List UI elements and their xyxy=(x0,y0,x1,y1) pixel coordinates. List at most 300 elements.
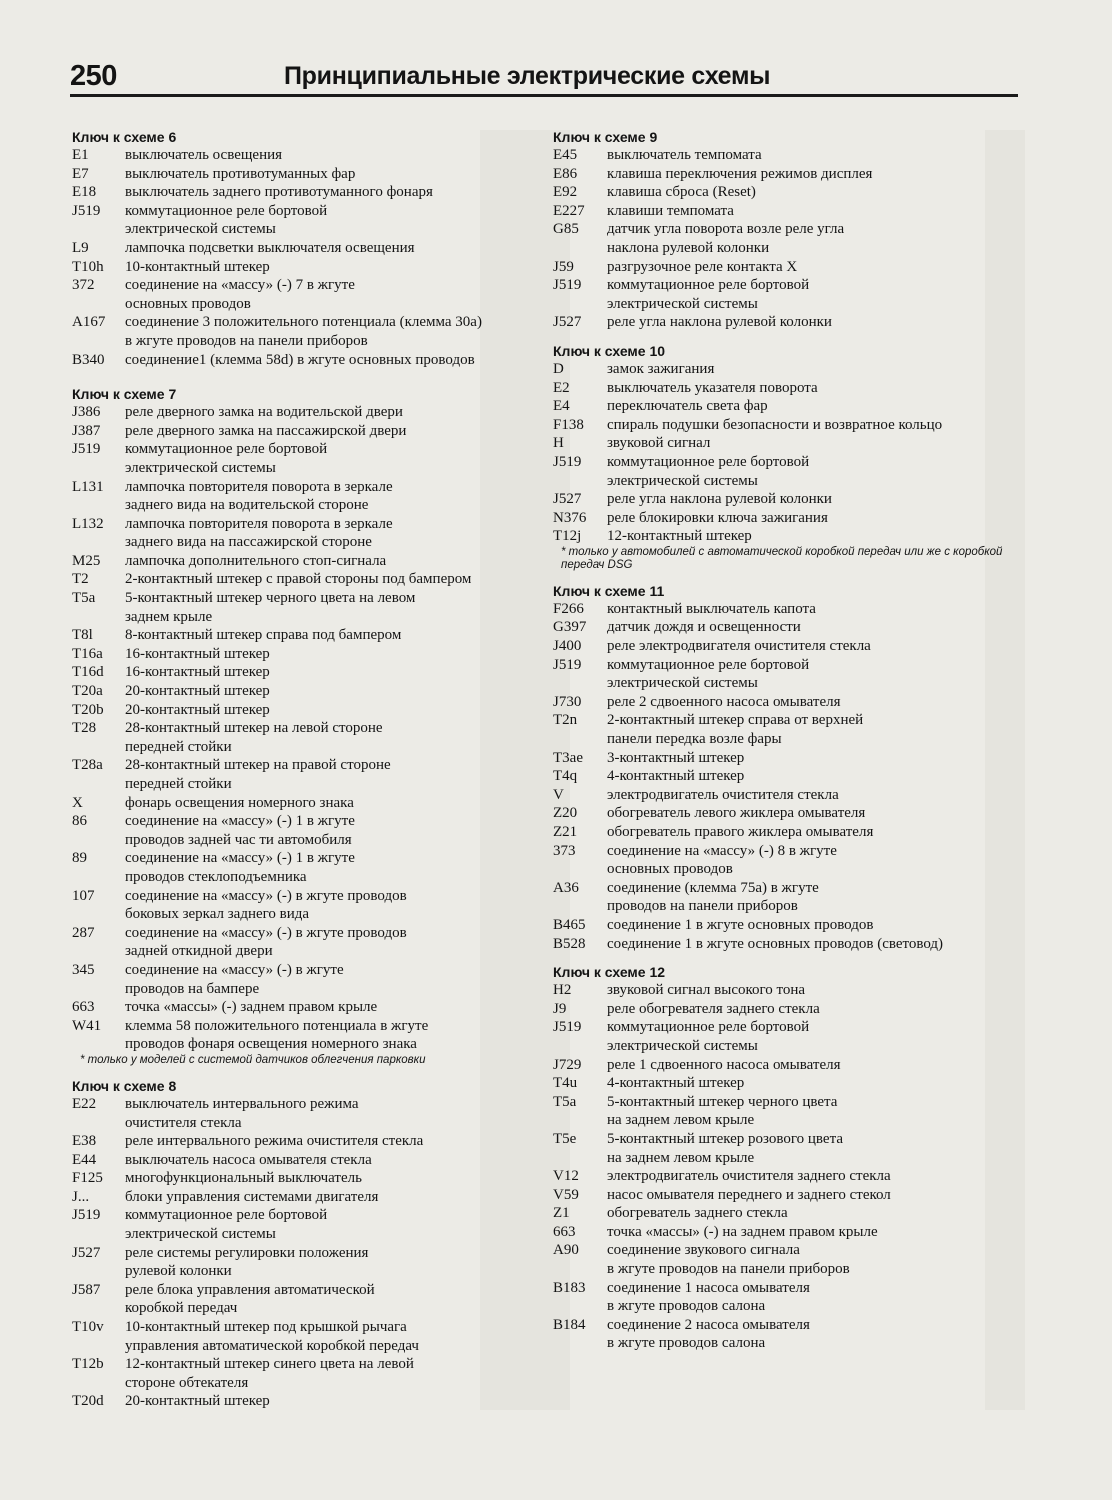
description-line: электрической системы xyxy=(607,675,758,692)
description-line: многофункциональный выключатель xyxy=(125,1170,362,1187)
entry-description xyxy=(125,422,542,441)
description-line: выключатель противотуманных фар xyxy=(125,165,356,182)
entry-code: B184 xyxy=(553,1316,586,1333)
entry-description xyxy=(607,258,1023,277)
entry-description xyxy=(125,924,542,961)
description-line: реле дверного замка на пассажирской двери xyxy=(125,422,407,439)
key-entry xyxy=(553,183,1023,202)
entry-description xyxy=(125,440,542,477)
entry-description xyxy=(125,570,542,589)
entry-code: E45 xyxy=(553,147,578,163)
entry-code: T5a xyxy=(553,1093,577,1110)
description-line: соединение 1 в жгуте основных проводов xyxy=(607,916,874,933)
description-line: коммутационное реле бортовой xyxy=(607,453,810,470)
description-line: рулевой колонки xyxy=(125,1263,232,1280)
key-entry xyxy=(553,804,1023,823)
entry-code: V12 xyxy=(553,1168,579,1185)
description-line: 5-контактный штекер черного цвета xyxy=(607,1093,838,1110)
entry-code: E38 xyxy=(72,1133,97,1150)
description-line: замок зажигания xyxy=(607,360,715,377)
key-entry xyxy=(72,924,542,961)
entry-code: G397 xyxy=(553,619,587,636)
entry-code: J729 xyxy=(553,1056,582,1073)
entry-code: T28a xyxy=(72,757,103,774)
key-entry xyxy=(553,1018,1023,1055)
entry-code: J527 xyxy=(553,491,582,508)
entry-description xyxy=(607,749,1023,768)
description-line: клавиши темпомата xyxy=(607,202,734,219)
entry-code: H2 xyxy=(553,982,572,999)
entry-description xyxy=(125,1281,542,1318)
entry-description xyxy=(607,804,1023,823)
key-entry xyxy=(72,756,542,793)
key-entry xyxy=(72,812,542,849)
entry-code: N376 xyxy=(553,509,587,526)
description-line: выключатель указателя поворота xyxy=(607,379,818,396)
entry-code: B340 xyxy=(72,351,105,368)
description-line: 4-контактный штекер xyxy=(607,768,745,785)
description-line: в жгуте проводов салона xyxy=(607,1335,766,1352)
entry-code: T2n xyxy=(553,712,578,729)
entry-code: J527 xyxy=(553,314,582,331)
entry-description xyxy=(125,515,542,552)
key-entry xyxy=(553,786,1023,805)
description-line: электрической системы xyxy=(607,472,758,489)
key-section xyxy=(553,342,1023,572)
key-entry xyxy=(72,1392,542,1411)
description-line: проводов на панели приборов xyxy=(607,898,798,915)
key-section xyxy=(72,385,542,1067)
entry-code: J519 xyxy=(553,277,582,294)
key-entry xyxy=(72,645,542,664)
description-line: звуковой сигнал xyxy=(607,435,711,452)
description-line: реле угла наклона рулевой колонки xyxy=(607,491,832,508)
description-line: соединение 3 положительного потенциала (клемма 30а) xyxy=(125,314,482,331)
entry-code: J386 xyxy=(72,404,101,421)
key-entry xyxy=(553,637,1023,656)
key-entry xyxy=(72,1132,542,1151)
entry-description xyxy=(125,1188,542,1207)
key-entry xyxy=(553,379,1023,398)
entry-description xyxy=(607,767,1023,786)
entry-description xyxy=(125,1132,542,1151)
header-rule xyxy=(70,94,1018,97)
page-number: 250 xyxy=(70,60,117,92)
entry-description xyxy=(607,1204,1023,1223)
entry-description xyxy=(125,756,542,793)
description-line: лампочка подсветки выключателя освещения xyxy=(125,239,415,256)
key-entry xyxy=(72,682,542,701)
description-line: коммутационное реле бортовой xyxy=(607,656,810,673)
entry-code: T5a xyxy=(72,590,96,607)
entry-description xyxy=(125,552,542,571)
description-line: 10-контактный штекер xyxy=(125,258,270,275)
description-line: клемма 58 положительного потенциала в жгуте xyxy=(125,1017,429,1034)
description-line: выключатель интервального режима xyxy=(125,1095,359,1112)
description-line: точка «массы» (-) заднем правом крыле xyxy=(125,999,378,1016)
key-entry xyxy=(553,1316,1023,1353)
entry-description xyxy=(607,202,1023,221)
entry-description xyxy=(607,935,1023,954)
entry-code: E227 xyxy=(553,202,585,219)
key-entry xyxy=(72,515,542,552)
description-line: звуковой сигнал высокого тона xyxy=(607,982,806,999)
entry-code: V xyxy=(553,786,564,803)
key-entry xyxy=(553,453,1023,490)
entry-description xyxy=(125,1244,542,1281)
key-entry xyxy=(553,490,1023,509)
entry-code: T10v xyxy=(72,1319,104,1336)
entry-description xyxy=(125,887,542,924)
entry-description xyxy=(607,656,1023,693)
description-line: электрической системы xyxy=(607,295,758,312)
description-line: передней стойки xyxy=(125,738,232,755)
description-line: 2-контактный штекер с правой стороны под бампером xyxy=(125,571,472,588)
entry-code: J519 xyxy=(72,202,101,219)
key-entry xyxy=(553,313,1023,332)
entry-description xyxy=(125,313,542,350)
entry-description xyxy=(607,416,1023,435)
description-line: 5-контактный штекер черного цвета на левом xyxy=(125,590,416,607)
entry-code: 373 xyxy=(553,842,576,859)
description-line: соединение 1 насоса омывателя xyxy=(607,1279,810,1296)
entry-code: T12b xyxy=(72,1356,104,1373)
entry-code: E1 xyxy=(72,147,89,163)
entry-description xyxy=(125,1318,542,1355)
description-line: электродвигатель очистителя стекла xyxy=(607,786,839,803)
entry-description xyxy=(125,165,542,184)
key-section xyxy=(553,582,1023,953)
description-line: соединение1 (клемма 58d) в жгуте основных проводов xyxy=(125,351,475,368)
description-line: реле 2 сдвоенного насоса омывателя xyxy=(607,693,841,710)
description-line: реле блока управления автоматической xyxy=(125,1281,375,1298)
key-entry xyxy=(72,351,542,370)
entry-description xyxy=(607,842,1023,879)
description-line: наклона рулевой колонки xyxy=(607,239,770,256)
entry-description xyxy=(607,183,1023,202)
key-entry xyxy=(553,935,1023,954)
description-line: контактный выключатель капота xyxy=(607,600,816,617)
description-line: 28-контактный штекер на правой стороне xyxy=(125,757,391,774)
description-line: соединение на «массу» (-) в жгуте проводов xyxy=(125,924,407,941)
key-entry xyxy=(72,887,542,924)
entry-description xyxy=(125,1392,542,1411)
key-entry xyxy=(72,1355,542,1392)
description-line: коммутационное реле бортовой xyxy=(125,202,328,219)
entry-description xyxy=(607,397,1023,416)
key-entry xyxy=(72,276,542,313)
entry-code: E22 xyxy=(72,1095,97,1112)
entry-description xyxy=(607,711,1023,748)
entry-description xyxy=(607,527,1023,546)
key-entry xyxy=(72,422,542,441)
entry-description xyxy=(125,682,542,701)
entry-code: L9 xyxy=(72,239,89,256)
description-line: коммутационное реле бортовой xyxy=(125,441,328,458)
entry-code: 107 xyxy=(72,887,95,904)
section-title: Ключ к схеме 8 xyxy=(72,1077,177,1094)
entry-code: T10h xyxy=(72,258,104,275)
entry-description xyxy=(125,812,542,849)
description-line: управления автоматической коробкой передач xyxy=(125,1337,419,1354)
description-line: коробкой передач xyxy=(125,1300,238,1317)
key-entry xyxy=(553,434,1023,453)
description-line: 3-контактный штекер xyxy=(607,749,745,766)
entry-description xyxy=(125,1151,542,1170)
entry-code: E18 xyxy=(72,184,97,201)
key-entry xyxy=(553,1204,1023,1223)
entry-code: A90 xyxy=(553,1242,579,1259)
key-entry xyxy=(553,1279,1023,1316)
entry-code: J519 xyxy=(553,656,582,673)
section-gap xyxy=(553,953,1023,959)
key-entry xyxy=(72,403,542,422)
entry-description xyxy=(607,1167,1023,1186)
entry-description xyxy=(125,719,542,756)
entry-description xyxy=(607,1279,1023,1316)
description-line: лампочка повторителя поворота в зеркале xyxy=(125,478,393,495)
description-line: реле системы регулировки положения xyxy=(125,1244,369,1261)
entry-code: T8l xyxy=(72,627,93,644)
key-entry xyxy=(72,1017,542,1054)
description-line: реле блокировки ключа зажигания xyxy=(607,509,828,526)
description-line: клавиша сброса (Reset) xyxy=(607,184,756,201)
entry-code: T4q xyxy=(553,768,578,785)
key-entry xyxy=(72,570,542,589)
entry-code: B183 xyxy=(553,1279,586,1296)
entry-description xyxy=(607,146,1023,165)
footnote: * только у моделей с системой датчиков облегчения парковки xyxy=(80,1053,426,1066)
description-line: в жгуте проводов на панели приборов xyxy=(125,332,368,349)
description-line: заднего вида на пассажирской стороне xyxy=(125,534,372,551)
entry-code: T20a xyxy=(72,683,103,700)
description-line: 20-контактный штекер xyxy=(125,683,270,700)
entry-code: E92 xyxy=(553,184,578,201)
entry-description xyxy=(125,1206,542,1243)
description-line: заднего вида на водительской стороне xyxy=(125,497,369,514)
key-entry xyxy=(553,1167,1023,1186)
entry-description xyxy=(125,663,542,682)
description-line: электродвигатель очистителя заднего стекла xyxy=(607,1168,891,1185)
entry-code: Z1 xyxy=(553,1205,570,1222)
description-line: точка «массы» (-) на заднем правом крыле xyxy=(607,1223,878,1240)
entry-code: L132 xyxy=(72,515,104,532)
description-line: электрической системы xyxy=(125,459,276,476)
entry-code: V59 xyxy=(553,1186,579,1203)
key-entry xyxy=(553,1130,1023,1167)
key-entry xyxy=(553,258,1023,277)
key-entry xyxy=(72,1095,542,1132)
entry-description xyxy=(125,202,542,239)
description-line: 5-контактный штекер розового цвета xyxy=(607,1130,843,1147)
key-entry xyxy=(72,794,542,813)
entry-description xyxy=(125,351,542,370)
key-entry xyxy=(553,276,1023,313)
description-line: панели передка возле фары xyxy=(607,731,782,748)
key-entry xyxy=(72,258,542,277)
entry-description xyxy=(125,589,542,626)
entry-description xyxy=(607,637,1023,656)
key-entry xyxy=(72,589,542,626)
entry-description xyxy=(607,1223,1023,1242)
description-line: обогреватель левого жиклера омывателя xyxy=(607,805,866,822)
description-line: соединение (клемма 75а) в жгуте xyxy=(607,879,819,896)
entry-code: J9 xyxy=(553,1000,567,1017)
entry-code: F125 xyxy=(72,1170,103,1187)
right-column xyxy=(553,124,1023,1353)
entry-description xyxy=(607,1130,1023,1167)
description-line: выключатель темпомата xyxy=(607,147,762,163)
entry-code: J... xyxy=(72,1188,90,1205)
key-entry xyxy=(553,165,1023,184)
entry-code: A167 xyxy=(72,314,106,331)
description-line: заднем крыле xyxy=(125,608,213,625)
description-line: 16-контактный штекер xyxy=(125,664,270,681)
description-line: в жгуте проводов на панели приборов xyxy=(607,1261,850,1278)
entry-description xyxy=(607,1074,1023,1093)
description-line: задней откидной двери xyxy=(125,943,273,960)
key-entry xyxy=(72,313,542,350)
description-line: на заднем левом крыле xyxy=(607,1149,755,1166)
entry-code: L131 xyxy=(72,478,104,495)
key-entry xyxy=(72,239,542,258)
footnote: * только у автомобилей с автоматической коробкой передач или же с коробкой передач DSG xyxy=(561,545,1003,571)
entry-description xyxy=(607,1000,1023,1019)
entry-code: H xyxy=(553,435,564,452)
description-line: соединение 1 в жгуте основных проводов (световод) xyxy=(607,935,944,952)
key-entry xyxy=(553,749,1023,768)
description-line: реле обогревателя заднего стекла xyxy=(607,1000,820,1017)
description-line: 12-контактный штекер синего цвета на левой xyxy=(125,1356,414,1373)
description-line: соединение на «массу» (-) 8 в жгуте xyxy=(607,842,837,859)
entry-code: T5e xyxy=(553,1130,577,1147)
key-entry xyxy=(72,146,542,165)
description-line: соединение звукового сигнала xyxy=(607,1242,800,1259)
description-line: коммутационное реле бортовой xyxy=(607,1019,810,1036)
description-line: соединение на «массу» (-) 1 в жгуте xyxy=(125,850,355,867)
description-line: в жгуте проводов салона xyxy=(607,1298,766,1315)
entry-description xyxy=(607,490,1023,509)
entry-description xyxy=(125,998,542,1017)
key-section xyxy=(72,128,542,369)
description-line: фонарь освещения номерного знака xyxy=(125,794,354,811)
section-title: Ключ к схеме 11 xyxy=(553,582,665,599)
key-entry xyxy=(72,701,542,720)
entry-code: T4u xyxy=(553,1075,578,1092)
entry-description xyxy=(125,146,542,165)
description-line: лампочка повторителя поворота в зеркале xyxy=(125,515,393,532)
entry-description xyxy=(125,239,542,258)
key-entry xyxy=(553,527,1023,546)
entry-code: E2 xyxy=(553,379,570,396)
entry-description xyxy=(607,379,1023,398)
entry-description xyxy=(125,645,542,664)
description-line: проводов на бампере xyxy=(125,980,260,997)
entry-description xyxy=(607,600,1023,619)
key-entry xyxy=(553,202,1023,221)
entry-code: J519 xyxy=(72,1207,101,1224)
entry-code: E4 xyxy=(553,398,570,415)
key-entry xyxy=(72,998,542,1017)
description-line: 20-контактный штекер xyxy=(125,1393,270,1410)
entry-description xyxy=(607,434,1023,453)
description-line: основных проводов xyxy=(607,861,733,878)
description-line: коммутационное реле бортовой xyxy=(607,277,810,294)
entry-description xyxy=(125,183,542,202)
description-line: блоки управления системами двигателя xyxy=(125,1188,379,1205)
key-entry xyxy=(72,626,542,645)
key-entry xyxy=(553,981,1023,1000)
description-line: разгрузочное реле контакта X xyxy=(607,258,798,275)
entry-description xyxy=(607,1316,1023,1353)
entry-code: J59 xyxy=(553,258,574,275)
entry-code: T2 xyxy=(72,571,89,588)
key-entry xyxy=(553,397,1023,416)
entry-code: A36 xyxy=(553,879,579,896)
entry-description xyxy=(607,1186,1023,1205)
key-entry xyxy=(553,220,1023,257)
entry-code: 345 xyxy=(72,961,95,978)
key-entry xyxy=(553,842,1023,879)
key-entry xyxy=(72,1318,542,1355)
entry-code: T28 xyxy=(72,720,97,737)
description-line: реле 1 сдвоенного насоса омывателя xyxy=(607,1056,841,1073)
description-line: 12-контактный штекер xyxy=(607,528,752,545)
key-entry xyxy=(72,202,542,239)
page-title: Принципиальные электрические схемы xyxy=(284,62,771,90)
key-entry xyxy=(553,416,1023,435)
description-line: соединение 2 насоса омывателя xyxy=(607,1316,810,1333)
description-line: реле угла наклона рулевой колонки xyxy=(607,314,832,331)
entry-code: J527 xyxy=(72,1244,101,1261)
description-line: стороне обтекателя xyxy=(125,1374,249,1391)
description-line: 28-контактный штекер на левой стороне xyxy=(125,720,383,737)
entry-code: Z21 xyxy=(553,824,578,840)
description-line: 20-контактный штекер xyxy=(125,701,270,718)
description-line: обогреватель заднего стекла xyxy=(607,1205,788,1222)
description-line: проводов стеклоподъемника xyxy=(125,868,307,885)
section-title: Ключ к схеме 9 xyxy=(553,129,658,145)
description-line: проводов фонаря освещения номерного знака xyxy=(125,1036,417,1053)
page-header xyxy=(70,60,1020,100)
entry-description xyxy=(607,509,1023,528)
description-line: спираль подушки безопасности и возвратное кольцо xyxy=(607,416,943,433)
entry-description xyxy=(607,786,1023,805)
section-title: Ключ к схеме 10 xyxy=(553,342,666,359)
description-line: выключатель заднего противотуманного фонаря xyxy=(125,184,433,201)
entry-code: B465 xyxy=(553,916,586,933)
key-entry xyxy=(72,552,542,571)
entry-code: 372 xyxy=(72,277,95,294)
entry-code: J400 xyxy=(553,638,582,655)
description-line: основных проводов xyxy=(125,295,251,312)
key-entry xyxy=(553,1223,1023,1242)
key-entry xyxy=(553,1056,1023,1075)
entry-description xyxy=(125,961,542,998)
entry-description xyxy=(125,1017,542,1054)
key-entry xyxy=(553,1093,1023,1130)
entry-code: E86 xyxy=(553,165,578,182)
description-line: электрической системы xyxy=(125,1226,276,1243)
key-entry xyxy=(553,1186,1023,1205)
entry-code: 663 xyxy=(72,999,95,1016)
entry-description xyxy=(125,1169,542,1188)
description-line: передней стойки xyxy=(125,776,232,792)
entry-description xyxy=(607,220,1023,257)
entry-description xyxy=(607,360,1023,379)
entry-code: J519 xyxy=(72,441,101,458)
entry-description xyxy=(607,823,1023,842)
